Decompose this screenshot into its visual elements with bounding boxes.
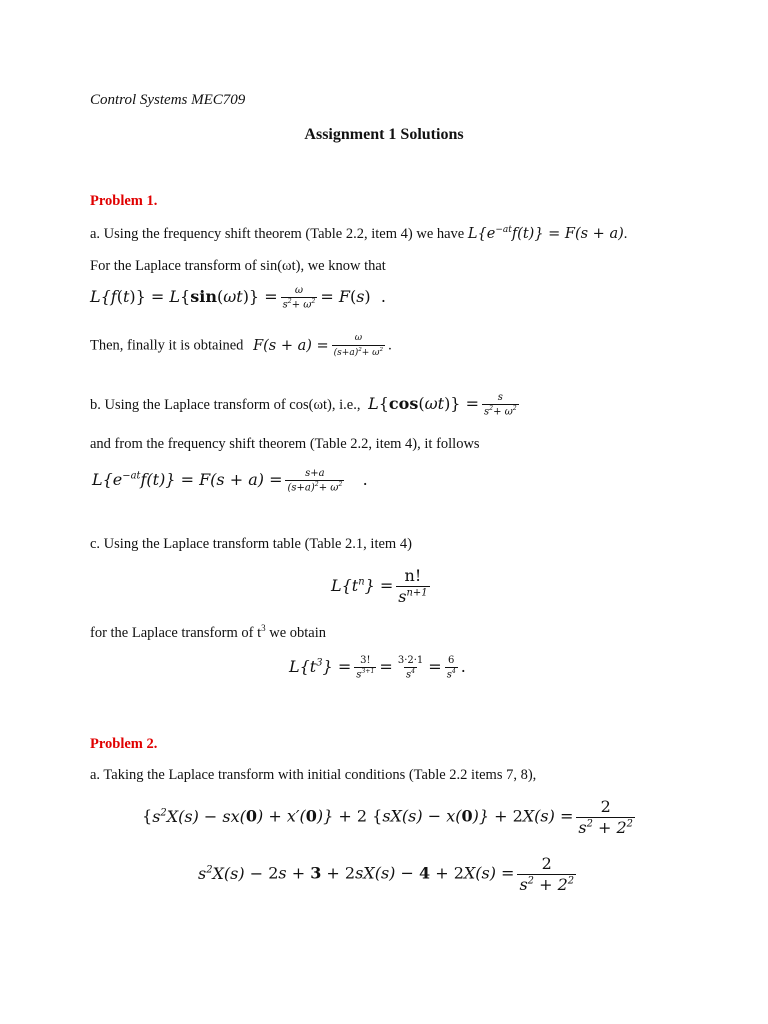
laplace-ic-equation: $\{s^2X(s) - sx(0) + x'(0)\} + 2$ {sX(s) − x(0)} + 2X(s) = $\frac{2}{s^2 + 2^2}$: [142, 797, 633, 837]
problem-1a-sin-text: For the Laplace transform of sin(ωt), we know that: [90, 258, 386, 274]
problem-1-heading: Problem 1.: [90, 193, 158, 209]
problem-1c-text: c. Using the Laplace transform table (Table 2.1, item 4): [90, 536, 412, 552]
document-title: Assignment 1 Solutions: [304, 126, 464, 143]
problem-1c-t3-text: [90, 624, 326, 640]
cos-shift-equation: $L\{e^{-at}f(t)\} = F(s + a)$ = $\frac{s+a}{(s+a)^2+ \omega^2}$ .: [92, 468, 368, 494]
problem-1b-intro: b. Using the Laplace transform of cos(ωt), i.e.,: [90, 397, 361, 414]
problem-1c-t3-post: we obtain: [265, 624, 327, 641]
tn-laplace-equation: $L\{t^n\}$ = $\frac{n!}{s^{n+1}}$: [331, 566, 428, 606]
course-header: Control Systems MEC709: [90, 92, 246, 108]
problem-1a-result-text: Then, finally it is obtained: [90, 337, 244, 354]
problem-1b-shift-text: and from the frequency shift theorem (Table 2.2, item 4), it follows: [90, 436, 480, 452]
sin-laplace-equation: L{f(t)} = L{sin(ωt)} = $\frac{\omega}{s^2+ \omega^2}$ = F(s) .: [90, 285, 386, 311]
laplace-simplified-equation: $s^2X(s) - 2s + 3 + 2sX(s) - 4 + 2X(s)$ = $\frac{2}{s^2 + 2^2}$: [198, 854, 575, 894]
problem-2-heading: Problem 2.: [90, 736, 158, 752]
problem-1a-result: Then, finally it is obtained F(s + a) = $\frac{\omega}{(s+a)^2+ \omega^2}$ .: [90, 333, 392, 358]
problem-1b-text: b. Using the Laplace transform of cos(ωt), i.e., L{cos(ωt)} = $\frac{s}{s^2+ \omega^2}$: [90, 392, 517, 418]
problem-1a-intro: a. Using the frequency shift theorem (Table 2.2, item 4) we have: [90, 225, 465, 242]
t3-laplace-equation: $L\{t^3\}$ = $\frac{3!}{s^{3+1}}$ = $\frac{3\cdot 2\cdot 1}{s^4}$ = $\frac{6}{s^4}$ .: [289, 655, 466, 681]
problem-1c-t3-sup: 3: [261, 623, 266, 633]
problem-1a-text: a. Using the frequency shift theorem (Table 2.2, item 4) we have $L\{e^{-at}f(t)\} = F(s + a)$.: [90, 225, 628, 242]
problem-2a-text: a. Taking the Laplace transform with initial conditions (Table 2.2 items 7, 8),: [90, 767, 537, 783]
problem-1c-t3-pre: for the Laplace transform of t: [90, 624, 262, 641]
frequency-shift-formula: $L\{e^{-at}f(t)\} = F(s + a)$: [467, 225, 624, 242]
